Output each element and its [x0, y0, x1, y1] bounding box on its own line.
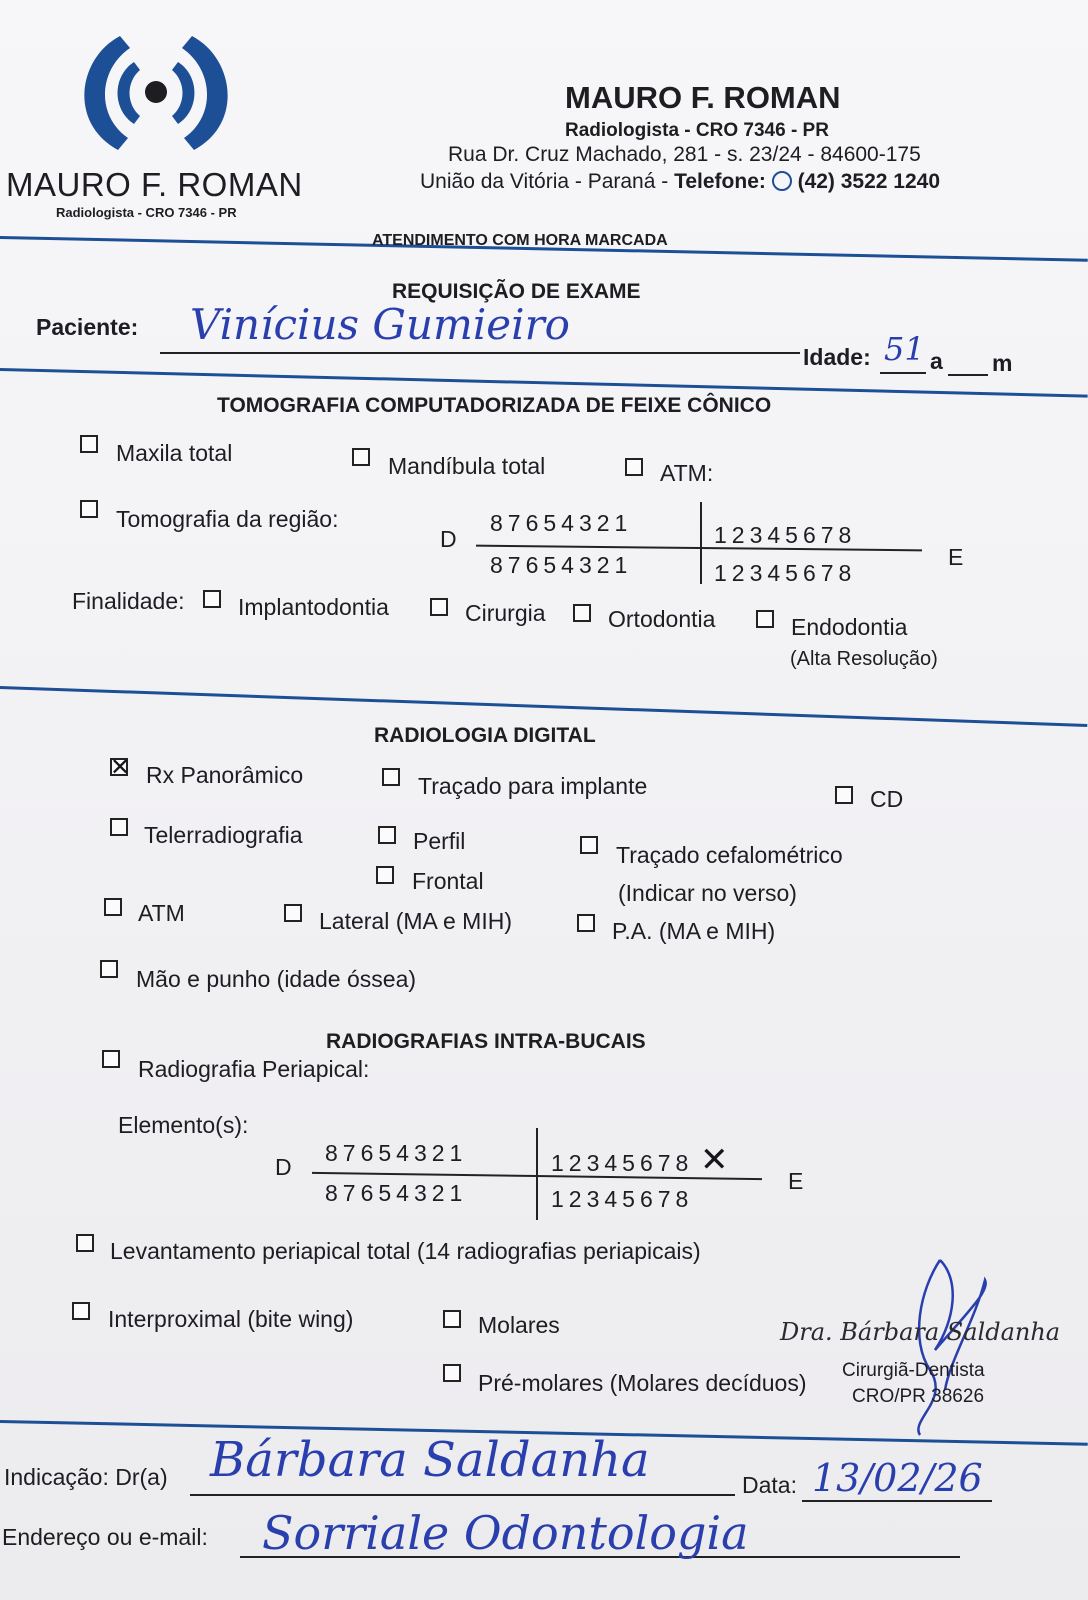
divider-tomografia: [0, 686, 1087, 727]
intra-teeth-lower-left: 87654321: [325, 1180, 468, 1206]
pre-molares-label: Pré-molares (Molares decíduos): [478, 1370, 807, 1396]
alta-resolucao-note: (Alta Resolução): [790, 648, 938, 670]
age-label: Idade:: [803, 344, 871, 370]
stamp-cro: CRO/PR 38626: [852, 1386, 985, 1407]
atm-rx-checkbox[interactable]: [104, 898, 122, 916]
endodontia-label: Endodontia: [791, 614, 908, 640]
header-phone: (42) 3522 1240: [797, 170, 941, 193]
intra-d-label: D: [275, 1154, 292, 1180]
patient-label: Paciente:: [36, 314, 139, 340]
intrabucais-title: RADIOGRAFIAS INTRA-BUCAIS: [326, 1030, 646, 1053]
stamp-name: Dra. Bárbara Saldanha: [780, 1318, 1061, 1346]
molares-label: Molares: [478, 1312, 560, 1338]
mao-punho-checkbox[interactable]: [100, 960, 118, 978]
logo-name: MAURO F. ROMAN: [6, 166, 303, 203]
radiologia-title: RADIOLOGIA DIGITAL: [374, 724, 596, 747]
header-city: União da Vitória - Paraná -: [420, 170, 669, 193]
maxila-checkbox[interactable]: [80, 435, 98, 453]
data-label: Data:: [742, 1472, 797, 1498]
tomo-e-label: E: [948, 544, 964, 570]
tomo-d-label: D: [440, 526, 457, 552]
frontal-checkbox[interactable]: [376, 866, 394, 884]
interproximal-checkbox[interactable]: [72, 1302, 90, 1320]
tomo-teeth-vline: [700, 502, 702, 584]
telerradiografia-checkbox[interactable]: [110, 818, 128, 836]
endereco-label: Endereço ou e-mail:: [2, 1524, 208, 1550]
mao-punho-label: Mão e punho (idade óssea): [136, 966, 417, 992]
data-underline: [802, 1500, 992, 1502]
endodontia-checkbox[interactable]: [756, 610, 774, 628]
implantodontia-label: Implantodontia: [238, 594, 389, 620]
tracado-cefalo-checkbox[interactable]: [580, 836, 598, 854]
lateral-checkbox[interactable]: [284, 904, 302, 922]
stamp-role: Cirurgiã-Dentista: [842, 1360, 985, 1381]
radio-waves-logo-icon: [68, 28, 244, 158]
maxila-label: Maxila total: [116, 440, 233, 466]
patient-handwritten: Vinícius Gumieiro: [190, 300, 570, 349]
mandibula-checkbox[interactable]: [352, 448, 370, 466]
indicacao-underline: [190, 1494, 735, 1496]
marked-tooth-x-icon: ✕: [700, 1140, 729, 1180]
frontal-label: Frontal: [412, 868, 484, 894]
regiao-checkbox[interactable]: [80, 500, 98, 518]
perfil-checkbox[interactable]: [378, 826, 396, 844]
whatsapp-icon: [772, 171, 792, 191]
header-name: MAURO F. ROMAN: [565, 80, 841, 115]
tomo-teeth-upper-left: 87654321: [490, 510, 633, 536]
implantodontia-checkbox[interactable]: [203, 590, 221, 608]
rx-panoramico-label: Rx Panorâmico: [146, 762, 304, 788]
tracado-implante-label: Traçado para implante: [418, 773, 648, 799]
indicacao-label: Indicação: Dr(a): [4, 1464, 168, 1490]
tomo-teeth-lower-right: 12345678: [714, 560, 857, 586]
atm-tomo-label: ATM:: [660, 460, 714, 486]
age-months-unit: m: [992, 350, 1013, 376]
mandibula-label: Mandíbula total: [388, 453, 546, 479]
intra-e-label: E: [788, 1168, 804, 1194]
levantamento-label: Levantamento periapical total (14 radiografias periapicais): [110, 1238, 701, 1264]
ortodontia-checkbox[interactable]: [573, 604, 591, 622]
cirurgia-label: Cirurgia: [465, 600, 546, 626]
age-years-unit: a: [930, 348, 943, 374]
levantamento-checkbox[interactable]: [76, 1234, 94, 1252]
indicar-verso-note: (Indicar no verso): [618, 880, 797, 906]
cd-label: CD: [870, 786, 904, 812]
header-phone-label: Telefone:: [674, 170, 766, 193]
age-months-underline: [948, 374, 988, 376]
intra-teeth-vline: [536, 1128, 538, 1220]
lateral-label: Lateral (MA e MIH): [319, 908, 512, 934]
ortodontia-label: Ortodontia: [608, 606, 716, 632]
telerradiografia-label: Telerradiografia: [144, 822, 303, 848]
header-city-line: [420, 170, 940, 194]
form-title: REQUISIÇÃO DE EXAME: [392, 280, 641, 303]
elementos-label: Elemento(s):: [118, 1112, 249, 1138]
interproximal-label: Interproximal (bite wing): [108, 1306, 354, 1332]
age-underline: [880, 372, 926, 374]
cd-checkbox[interactable]: [835, 786, 853, 804]
header-address: Rua Dr. Cruz Machado, 281 - s. 23/24 - 84600-175: [448, 143, 921, 166]
tracado-implante-checkbox[interactable]: [382, 768, 400, 786]
endereco-handwritten: Sorriale Odontologia: [262, 1506, 749, 1560]
appointment-note: ATENDIMENTO COM HORA MARCADA: [372, 232, 668, 249]
pre-molares-checkbox[interactable]: [443, 1364, 461, 1382]
pa-label: P.A. (MA e MIH): [612, 918, 776, 944]
pa-checkbox[interactable]: [577, 914, 595, 932]
header-subtitle: Radiologista - CRO 7346 - PR: [565, 120, 829, 141]
logo-subtitle: Radiologista - CRO 7346 - PR: [56, 205, 237, 220]
intra-teeth-upper-right: 12345678: [551, 1150, 694, 1176]
indicacao-handwritten: Bárbara Saldanha: [210, 1432, 650, 1488]
age-handwritten: 51: [884, 330, 925, 368]
atm-rx-label: ATM: [138, 900, 185, 926]
atm-tomo-checkbox[interactable]: [625, 458, 643, 476]
finalidade-label: Finalidade:: [72, 588, 185, 614]
periapical-label: Radiografia Periapical:: [138, 1056, 370, 1082]
tracado-cefalo-label: Traçado cefalométrico: [616, 842, 843, 868]
periapical-checkbox[interactable]: [102, 1050, 120, 1068]
intra-teeth-lower-right: 12345678: [551, 1186, 694, 1212]
molares-checkbox[interactable]: [443, 1310, 461, 1328]
data-handwritten: 13/02/26: [812, 1456, 983, 1500]
tomo-teeth-upper-right: 12345678: [714, 522, 857, 548]
tomografia-title: TOMOGRAFIA COMPUTADORIZADA DE FEIXE CÔNICO: [217, 394, 772, 417]
intra-teeth-upper-left: 87654321: [325, 1140, 468, 1166]
tomo-teeth-lower-left: 87654321: [490, 552, 633, 578]
perfil-label: Perfil: [413, 828, 466, 854]
rx-panoramico-checkbox[interactable]: [110, 758, 128, 776]
cirurgia-checkbox[interactable]: [430, 598, 448, 616]
regiao-label: Tomografia da região:: [116, 506, 339, 532]
patient-underline: [160, 352, 800, 354]
